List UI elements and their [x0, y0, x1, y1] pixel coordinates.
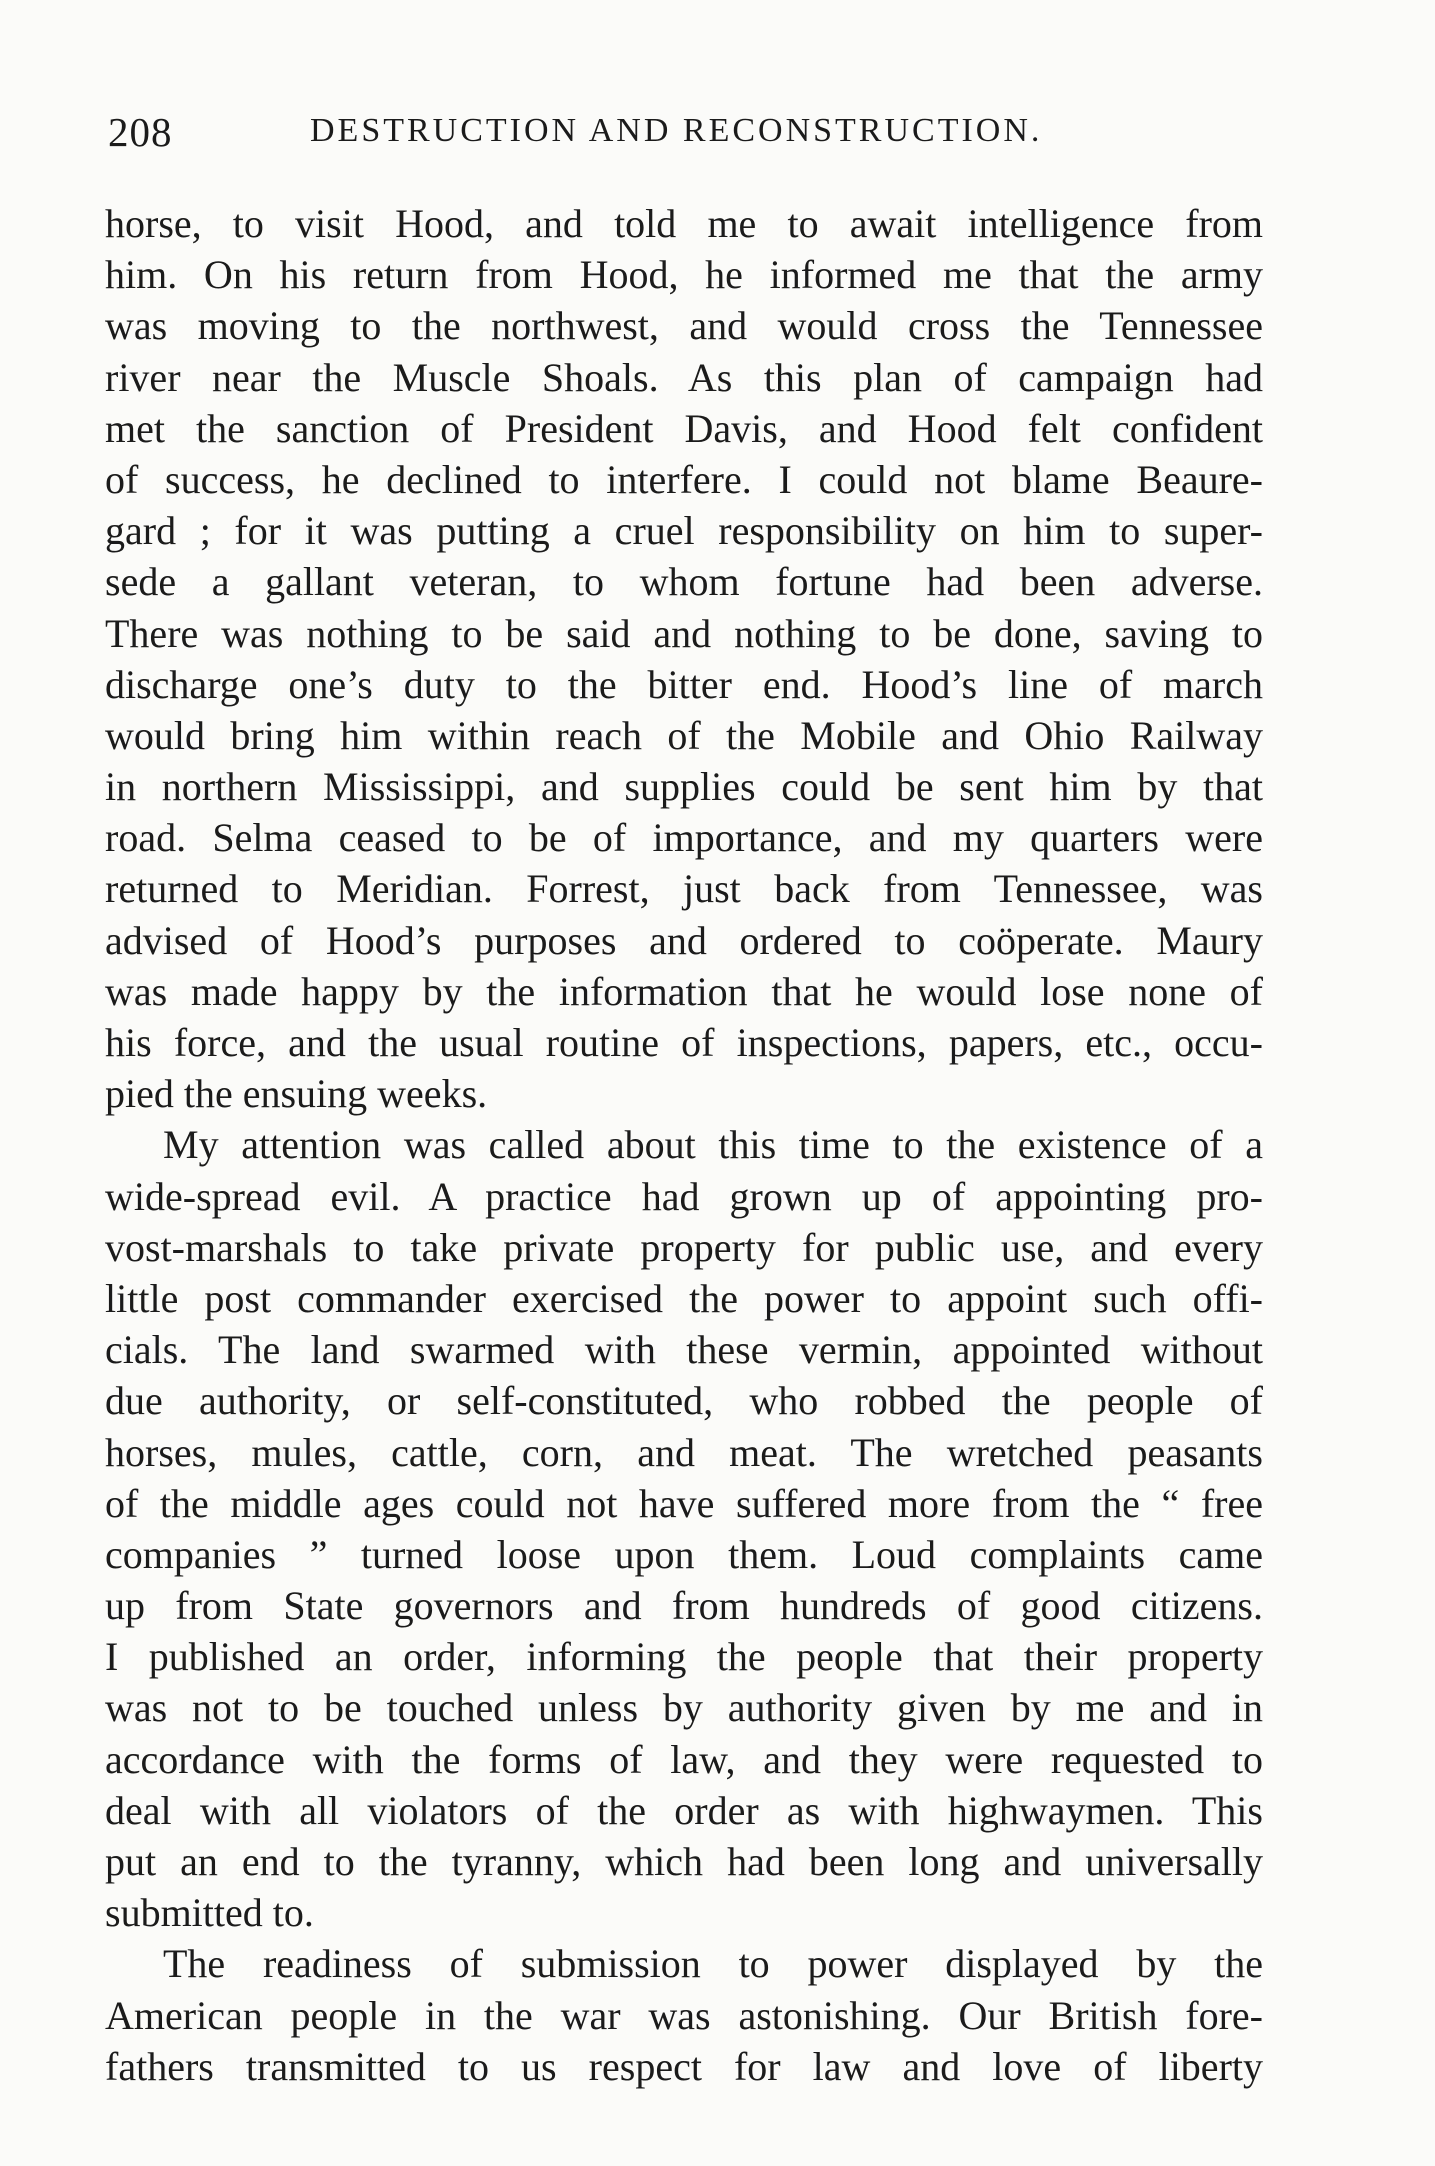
text-line: river near the Muscle Shoals. As this plan of campaign had [105, 354, 1263, 400]
text-line: due authority, or self-constituted, who robbed the people of [105, 1378, 1263, 1424]
text-line: accordance with the forms of law, and they were requested to [105, 1736, 1263, 1782]
text-line: was not to be touched unless by authority given by me and in [105, 1685, 1263, 1731]
page-header [100, 100, 1260, 160]
text-line: of success, he declined to interfere. I could not blame Beaure- [105, 456, 1263, 502]
text-line: up from State governors and from hundreds of good citizens. [105, 1583, 1263, 1629]
text-line: cials. The land swarmed with these vermin, appointed without [105, 1327, 1263, 1373]
text-line: My attention was called about this time to the existence of a [163, 1122, 1263, 1168]
text-line: The readiness of submission to power displayed by the [163, 1941, 1263, 1987]
text-line: of the middle ages could not have suffered more from the “ free [105, 1480, 1263, 1526]
text-line: road. Selma ceased to be of importance, and my quarters were [105, 815, 1263, 861]
text-line: sede a gallant veteran, to whom fortune had been adverse. [105, 559, 1263, 605]
text-line: vost-marshals to take private property for public use, and every [105, 1224, 1263, 1270]
text-line: was moving to the northwest, and would cross the Tennessee [105, 303, 1263, 349]
text-line: advised of Hood’s purposes and ordered to coöperate. Maury [105, 917, 1263, 963]
text-line: wide-spread evil. A practice had grown up of appointing pro- [105, 1173, 1263, 1219]
text-line: horses, mules, cattle, corn, and meat. The wretched peasants [105, 1429, 1263, 1475]
text-line: American people in the war was astonishing. Our British fore- [105, 1992, 1263, 2038]
text-line: his force, and the usual routine of inspections, papers, etc., occu- [105, 1020, 1263, 1065]
text-line: fathers transmitted to us respect for law and love of liberty [105, 2043, 1263, 2089]
text-line: discharge one’s duty to the bitter end. Hood’s line of march [105, 661, 1263, 707]
text-line: would bring him within reach of the Mobile and Ohio Railway [105, 712, 1263, 758]
text-line: met the sanction of President Davis, and Hood felt confident [105, 405, 1263, 451]
text-line: pied the ensuing weeks. [105, 1071, 488, 1117]
text-line: I published an order, informing the people that their property [105, 1634, 1263, 1680]
text-line: in northern Mississippi, and supplies could be sent him by that [105, 764, 1263, 810]
text-line: submitted to. [105, 1890, 314, 1936]
text-line: horse, to visit Hood, and told me to await intelligence from [105, 201, 1263, 246]
text-line: was made happy by the information that he would lose none of [105, 968, 1263, 1014]
running-head: DESTRUCTION AND RECONSTRUCTION. [310, 112, 1043, 149]
text-line: put an end to the tyranny, which had been long and universally [105, 1839, 1263, 1884]
text-line: There was nothing to be said and nothing to be done, saving to [105, 610, 1263, 656]
text-line: little post commander exercised the power to appoint such offi- [105, 1275, 1263, 1321]
text-line: companies ” turned loose upon them. Loud complaints came [105, 1531, 1263, 1577]
text-line: gard ; for it was putting a cruel responsibility on him to super- [105, 508, 1263, 554]
text-line: deal with all violators of the order as with highwaymen. This [105, 1787, 1263, 1833]
text-line: returned to Meridian. Forrest, just back from Tennessee, was [105, 866, 1263, 912]
text-line: him. On his return from Hood, he informed me that the army [105, 252, 1263, 298]
body-text [105, 198, 1263, 2092]
page-number: 208 [108, 109, 173, 155]
